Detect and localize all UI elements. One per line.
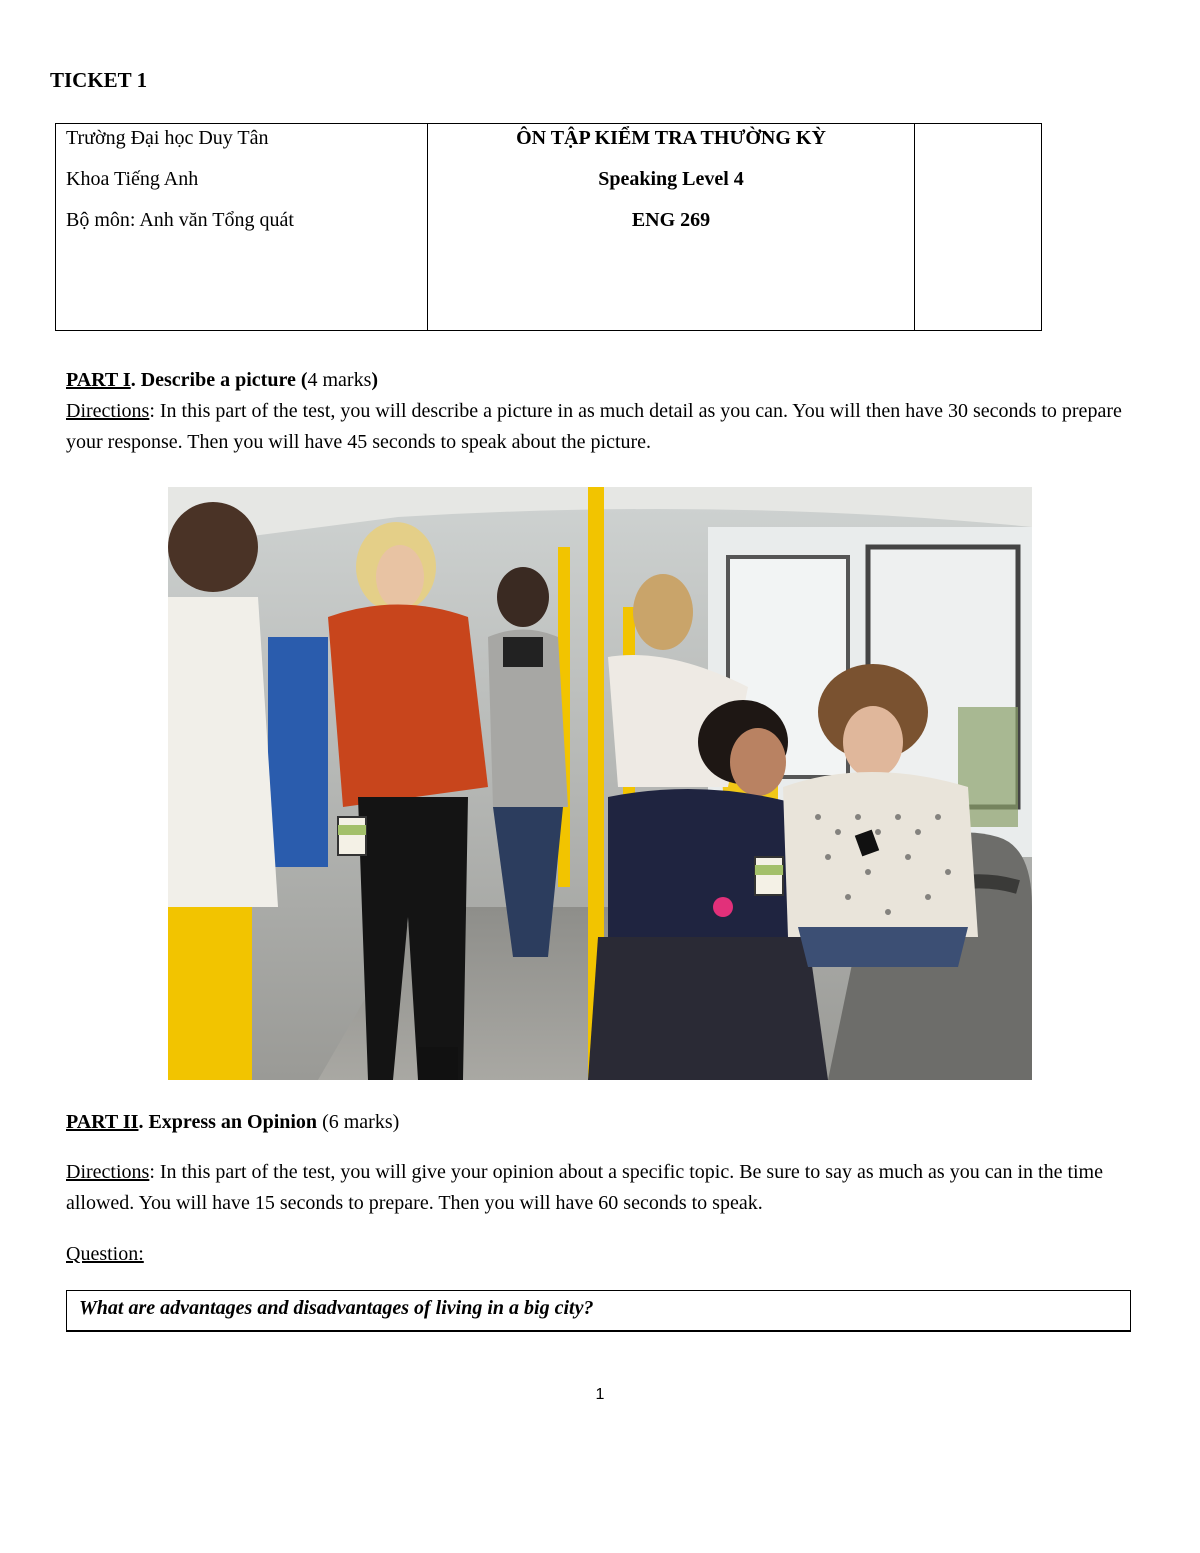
- part1-directions-text: : In this part of the test, you will describe a picture in as much detail as you can. You will then have 30 seconds to prepare your response. Then you will have 45 seconds to speak about the picture.: [66, 400, 1122, 453]
- part1-marks: 4 marks: [307, 369, 372, 391]
- part1-label: PART I: [66, 369, 131, 391]
- part2-directions-text: : In this part of the test, you will give your opinion about a specific topic. Be sure to say as much as you can in the time allowed. You will have 15 seconds to prepare. Then you will have 60 seconds to speak.: [66, 1161, 1103, 1214]
- part1-close: ): [371, 369, 379, 391]
- part1-directions-label: Directions: [66, 400, 150, 422]
- part1-directions: [66, 396, 1141, 458]
- exam-level: Speaking Level 4: [598, 168, 744, 190]
- part2-marks: (6 marks): [317, 1111, 400, 1133]
- department-name: Bộ môn: Anh văn Tổng quát: [66, 209, 294, 231]
- blank-cell: [915, 124, 1042, 331]
- course-code: ENG 269: [631, 209, 711, 231]
- part2-label: PART II: [66, 1111, 139, 1133]
- part1-heading: [66, 365, 1141, 396]
- part2-heading: [66, 1107, 1141, 1138]
- part2-title: . Express an Opinion: [138, 1111, 318, 1133]
- exam-info-cell: [428, 124, 915, 331]
- ticket-title: TICKET 1: [50, 68, 148, 92]
- part2-directions: [66, 1157, 1141, 1219]
- question-label: Question:: [66, 1243, 144, 1265]
- header-table: [55, 123, 1042, 331]
- part2-directions-label: Directions: [66, 1161, 150, 1183]
- university-name: Trường Đại học Duy Tân: [66, 127, 269, 149]
- question-box: [66, 1290, 1131, 1332]
- bus-passengers-photo: [168, 487, 1032, 1080]
- part1-title: . Describe a picture (: [130, 369, 308, 391]
- faculty-name: Khoa Tiếng Anh: [66, 168, 199, 190]
- question-text: What are advantages and disadvantages of living in a big city?: [79, 1297, 594, 1319]
- page-number: 1: [595, 1386, 605, 1403]
- school-info-cell: [56, 124, 428, 331]
- exam-title: ÔN TẬP KIỂM TRA THƯỜNG KỲ: [516, 127, 826, 149]
